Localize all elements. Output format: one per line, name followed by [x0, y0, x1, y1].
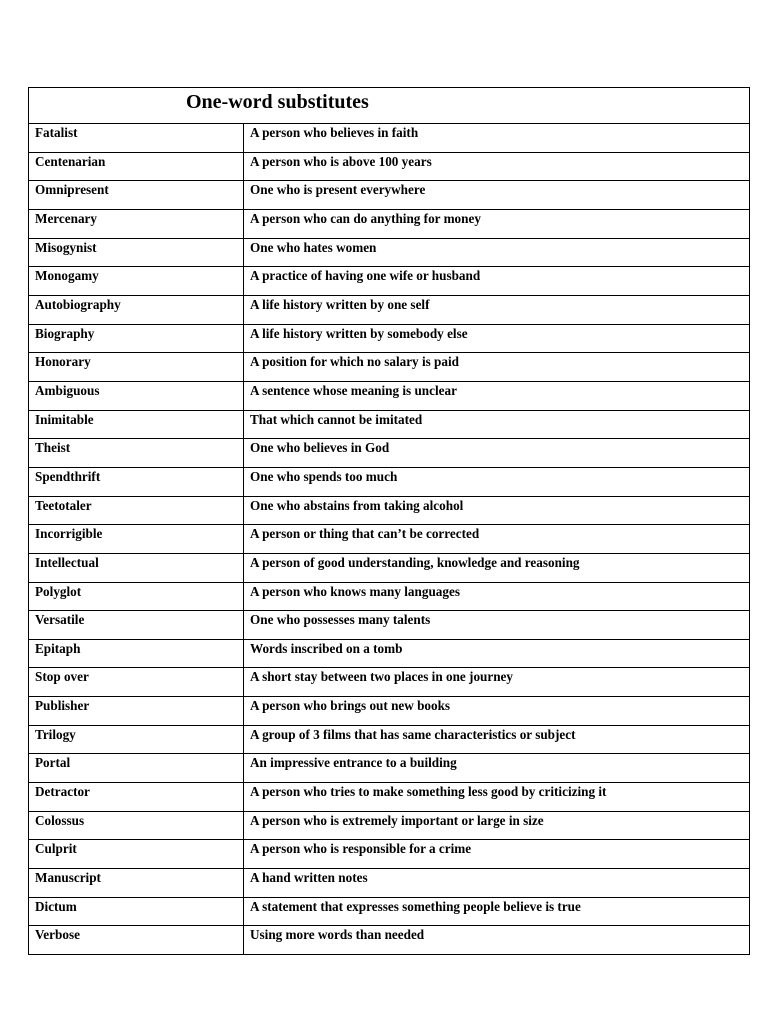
- term-cell: Culprit: [29, 840, 244, 869]
- term-cell: Incorrigible: [29, 525, 244, 554]
- table-row: [29, 582, 750, 611]
- definition-cell: A group of 3 films that has same characteristics or subject: [244, 725, 750, 754]
- definition-cell: A person who can do anything for money: [244, 209, 750, 238]
- document-title: One-word substitutes: [29, 88, 750, 124]
- table-row: [29, 840, 750, 869]
- table-row: [29, 381, 750, 410]
- definition-cell: A sentence whose meaning is unclear: [244, 381, 750, 410]
- term-cell: Epitaph: [29, 639, 244, 668]
- term-cell: Monogamy: [29, 267, 244, 296]
- term-cell: Detractor: [29, 783, 244, 812]
- table-row: [29, 811, 750, 840]
- definition-cell: That which cannot be imitated: [244, 410, 750, 439]
- table-row: [29, 181, 750, 210]
- term-cell: Verbose: [29, 926, 244, 955]
- definition-cell: One who abstains from taking alcohol: [244, 496, 750, 525]
- term-cell: Biography: [29, 324, 244, 353]
- table-row: [29, 410, 750, 439]
- table-row: [29, 439, 750, 468]
- definition-cell: A statement that expresses something people believe is true: [244, 897, 750, 926]
- term-cell: Portal: [29, 754, 244, 783]
- table-row: [29, 897, 750, 926]
- table-row: [29, 754, 750, 783]
- term-cell: Fatalist: [29, 124, 244, 153]
- term-cell: Manuscript: [29, 869, 244, 898]
- term-cell: Publisher: [29, 697, 244, 726]
- definition-cell: An impressive entrance to a building: [244, 754, 750, 783]
- term-cell: Honorary: [29, 353, 244, 382]
- table-row: [29, 467, 750, 496]
- term-cell: Colossus: [29, 811, 244, 840]
- table-row: [29, 209, 750, 238]
- definition-cell: A short stay between two places in one journey: [244, 668, 750, 697]
- table-row: [29, 639, 750, 668]
- definition-cell: A person who knows many languages: [244, 582, 750, 611]
- definition-cell: Using more words than needed: [244, 926, 750, 955]
- definition-cell: One who possesses many talents: [244, 611, 750, 640]
- table-row: [29, 553, 750, 582]
- table-row: [29, 124, 750, 153]
- term-cell: Inimitable: [29, 410, 244, 439]
- table-row: [29, 611, 750, 640]
- term-cell: Polyglot: [29, 582, 244, 611]
- term-cell: Mercenary: [29, 209, 244, 238]
- definition-cell: One who hates women: [244, 238, 750, 267]
- definition-cell: A person who is responsible for a crime: [244, 840, 750, 869]
- table-row: [29, 697, 750, 726]
- term-cell: Omnipresent: [29, 181, 244, 210]
- term-cell: Centenarian: [29, 152, 244, 181]
- definition-cell: A life history written by one self: [244, 295, 750, 324]
- term-cell: Stop over: [29, 668, 244, 697]
- definition-cell: One who believes in God: [244, 439, 750, 468]
- table-row: [29, 152, 750, 181]
- definition-cell: A hand written notes: [244, 869, 750, 898]
- term-cell: Versatile: [29, 611, 244, 640]
- definition-cell: A person who is extremely important or large in size: [244, 811, 750, 840]
- term-cell: Intellectual: [29, 553, 244, 582]
- table-row: [29, 496, 750, 525]
- table-body: [29, 88, 750, 955]
- definition-cell: One who spends too much: [244, 467, 750, 496]
- term-cell: Misogynist: [29, 238, 244, 267]
- term-cell: Trilogy: [29, 725, 244, 754]
- term-cell: Teetotaler: [29, 496, 244, 525]
- definition-cell: A person who brings out new books: [244, 697, 750, 726]
- title-row: [29, 88, 750, 124]
- table-row: [29, 783, 750, 812]
- term-cell: Theist: [29, 439, 244, 468]
- table-row: [29, 353, 750, 382]
- definition-cell: A person who is above 100 years: [244, 152, 750, 181]
- table-row: [29, 525, 750, 554]
- term-cell: Ambiguous: [29, 381, 244, 410]
- definition-cell: A life history written by somebody else: [244, 324, 750, 353]
- table-row: [29, 267, 750, 296]
- definition-cell: A position for which no salary is paid: [244, 353, 750, 382]
- table-row: [29, 668, 750, 697]
- term-cell: Autobiography: [29, 295, 244, 324]
- term-cell: Spendthrift: [29, 467, 244, 496]
- table-row: [29, 869, 750, 898]
- definition-cell: A practice of having one wife or husband: [244, 267, 750, 296]
- definition-cell: A person or thing that can’t be corrected: [244, 525, 750, 554]
- definition-cell: One who is present everywhere: [244, 181, 750, 210]
- definition-cell: A person of good understanding, knowledge and reasoning: [244, 553, 750, 582]
- table-row: [29, 926, 750, 955]
- term-cell: Dictum: [29, 897, 244, 926]
- table-row: [29, 725, 750, 754]
- table-row: [29, 324, 750, 353]
- substitutes-table: [28, 87, 750, 955]
- table-row: [29, 295, 750, 324]
- definition-cell: A person who tries to make something less good by criticizing it: [244, 783, 750, 812]
- definition-cell: Words inscribed on a tomb: [244, 639, 750, 668]
- table-row: [29, 238, 750, 267]
- definition-cell: A person who believes in faith: [244, 124, 750, 153]
